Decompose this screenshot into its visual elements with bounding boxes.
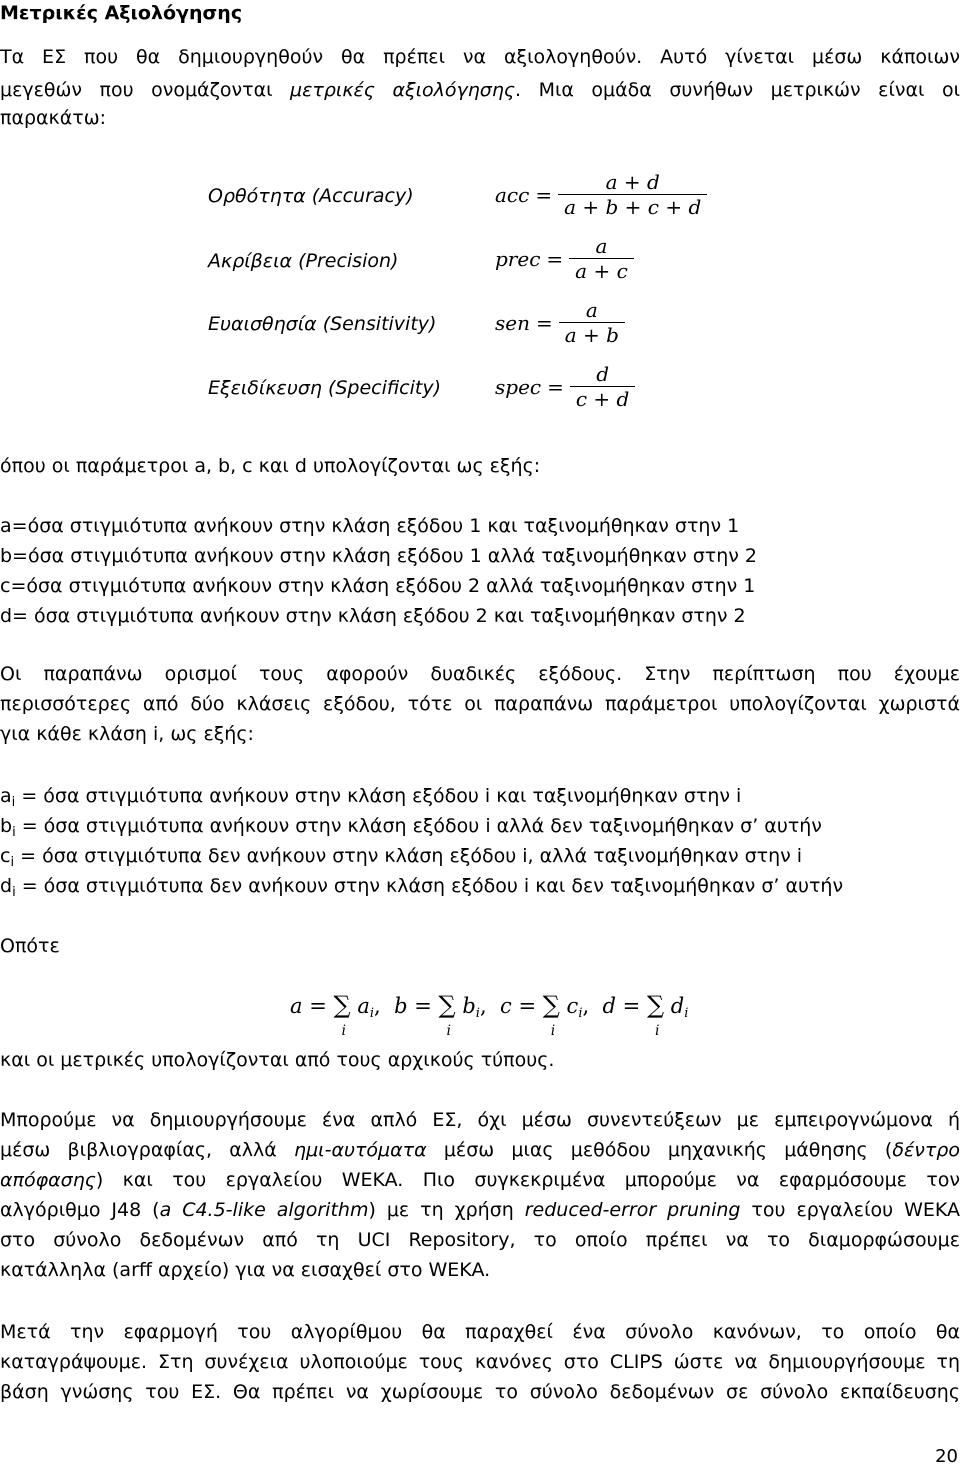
metric-label-specificity: Εξειδίκευση (Specificity) bbox=[208, 377, 441, 399]
sum-d: d = ∑ i $d_i$ bbox=[602, 991, 689, 1039]
final-para-line-3: βάση γνώσης του ΕΣ. Θα πρέπει να χωρίσουμε το σύνολο δεδομένων σε σύνολο εκπαίδευσης bbox=[0, 1381, 960, 1403]
metric-label-sensitivity: Ευαισθησία (Sensitivity) bbox=[208, 313, 437, 335]
formula-accuracy: acc = $\frac{a + d}{a + b + c + d}$ bbox=[495, 170, 707, 219]
intro-line-2: μεγεθών που ονομάζονται μετρικές αξιολόγησης. Μια ομάδα συνήθων μετρικών είναι οι bbox=[0, 79, 960, 101]
formula-accuracy-denominator: a + b + c + d bbox=[558, 194, 707, 219]
formula-sensitivity-denominator: a + b bbox=[559, 322, 625, 347]
weka-para-line-3: απόφασης) και του εργαλείου WEKA. Πιο συγκεκριμένα μπορούμε να εφαρμόσουμε τον bbox=[0, 1169, 960, 1191]
formula-precision-numerator: a bbox=[595, 234, 608, 258]
section-heading: Μετρικές Αξιολόγησης bbox=[0, 2, 243, 24]
sum-a: a = ∑ i $a_i$, bbox=[290, 991, 381, 1039]
class-param-d: $d_i = ό\sigma\alpha$ στιγμιότυπα δεν ανήκουν στην κλάση εξόδου i και δεν ταξινομήθηκαν σ’ αυτήν bbox=[0, 875, 844, 900]
param-b: b=όσα στιγμιότυπα ανήκουν στην κλάση εξόδου 1 αλλά ταξινομήθηκαν στην 2 bbox=[0, 545, 757, 567]
sum-c: c = ∑ i $c_i$, bbox=[500, 991, 590, 1039]
binary-para-line-1: Οι παραπάνω ορισμοί τους αφορούν δυαδικές εξόδους. Στην περίπτωση που έχουμε bbox=[0, 663, 960, 685]
params-intro: όπου οι παράμετροι a, b, c και d υπολογίζονται ως εξής: bbox=[0, 455, 541, 477]
metric-label-accuracy: Ορθότητα (Accuracy) bbox=[208, 185, 414, 207]
class-param-a: $a_i = ό\sigma\alpha$ στιγμιότυπα ανήκουν στην κλάση εξόδου i και ταξινομήθηκαν στην i bbox=[0, 785, 742, 810]
formula-specificity-denominator: c + d bbox=[570, 386, 635, 411]
sum-b: b = ∑ i $b_i$, bbox=[394, 991, 487, 1039]
after-sums-text: και οι μετρικές υπολογίζονται από τους αρχικούς τύπους. bbox=[0, 1049, 555, 1071]
intro-line-3: παρακάτω: bbox=[0, 107, 107, 129]
weka-para-line-2: μέσω βιβλιογραφίας, αλλά ημι-αυτόματα μέσω μιας μεθόδου μηχανικής μάθησης (δέντρο bbox=[0, 1139, 960, 1161]
param-d: d= όσα στιγμιότυπα ανήκουν στην κλάση εξόδου 2 και ταξινομήθηκαν στην 2 bbox=[0, 605, 746, 627]
weka-para-line-1: Μπορούμε να δημιουργήσουμε ένα απλό ΕΣ, όχι μέσω συνεντεύξεων με εμπειρογνώμονα ή bbox=[0, 1109, 960, 1131]
weka-para-line-5: στο σύνολο δεδομένων από τη UCI Repository, το οποίο πρέπει να το διαμορφώσουμε bbox=[0, 1229, 960, 1251]
formula-precision-denominator: a + c bbox=[569, 258, 634, 283]
param-a: a=όσα στιγμιότυπα ανήκουν στην κλάση εξόδου 1 και ταξινομήθηκαν στην 1 bbox=[0, 515, 740, 537]
metric-label-precision: Ακρίβεια (Precision) bbox=[208, 250, 399, 272]
formula-accuracy-numerator: a + d bbox=[605, 170, 660, 194]
formula-specificity-numerator: d bbox=[596, 362, 610, 386]
weka-para-line-6: κατάλληλα (arff αρχείο) για να εισαχθεί στο WEKA. bbox=[0, 1259, 491, 1281]
formula-sensitivity-numerator: a bbox=[585, 298, 598, 322]
page-number: 20 bbox=[935, 1446, 958, 1467]
intro-italic-term: μετρικές αξιολόγησης bbox=[290, 79, 516, 101]
therefore-word: Οπότε bbox=[0, 935, 60, 957]
sum-formulas bbox=[290, 990, 689, 1039]
final-para-line-2: καταγράψουμε. Στη συνέχεια υλοποιούμε τους κανόνες στο CLIPS ώστε να δημιουργήσουμε τη bbox=[0, 1351, 960, 1373]
intro-line-1: Τα ΕΣ που θα δημιουργηθούν θα πρέπει να αξιολογηθούν. Αυτό γίνεται μέσω κάποιων bbox=[0, 46, 960, 68]
formula-sensitivity: sen = $\frac{a}{a + b}$ bbox=[495, 298, 625, 347]
class-param-c: $c_i = ό\sigma\alpha$ στιγμιότυπα δεν ανήκουν στην κλάση εξόδου i, αλλά ταξινομήθηκαν στην i bbox=[0, 845, 803, 870]
formula-specificity: spec = $\frac{d}{c + d}$ bbox=[495, 362, 635, 411]
final-para-line-1: Μετά την εφαρμογή του αλγορίθμου θα παραχθεί ένα σύνολο κανόνων, το οποίο θα bbox=[0, 1321, 960, 1343]
param-c: c=όσα στιγμιότυπα ανήκουν στην κλάση εξόδου 2 αλλά ταξινομήθηκαν στην 1 bbox=[0, 575, 756, 597]
class-param-b: $b_i = ό\sigma\alpha$ στιγμιότυπα ανήκουν στην κλάση εξόδου i αλλά δεν ταξινομήθηκαν σ’ αυτήν bbox=[0, 815, 822, 840]
weka-para-line-4: αλγόριθμο J48 (a C4.5-like algorithm) με τη χρήση reduced-error pruning του εργαλείου WEKA bbox=[0, 1199, 960, 1221]
binary-para-line-2: περισσότερες από δύο κλάσεις εξόδου, τότε οι παραπάνω παράμετροι υπολογίζονται χωριστά bbox=[0, 693, 960, 715]
formula-precision: prec = $\frac{a}{a + c}$ bbox=[495, 234, 634, 283]
binary-para-line-3: για κάθε κλάση i, ως εξής: bbox=[0, 723, 254, 745]
